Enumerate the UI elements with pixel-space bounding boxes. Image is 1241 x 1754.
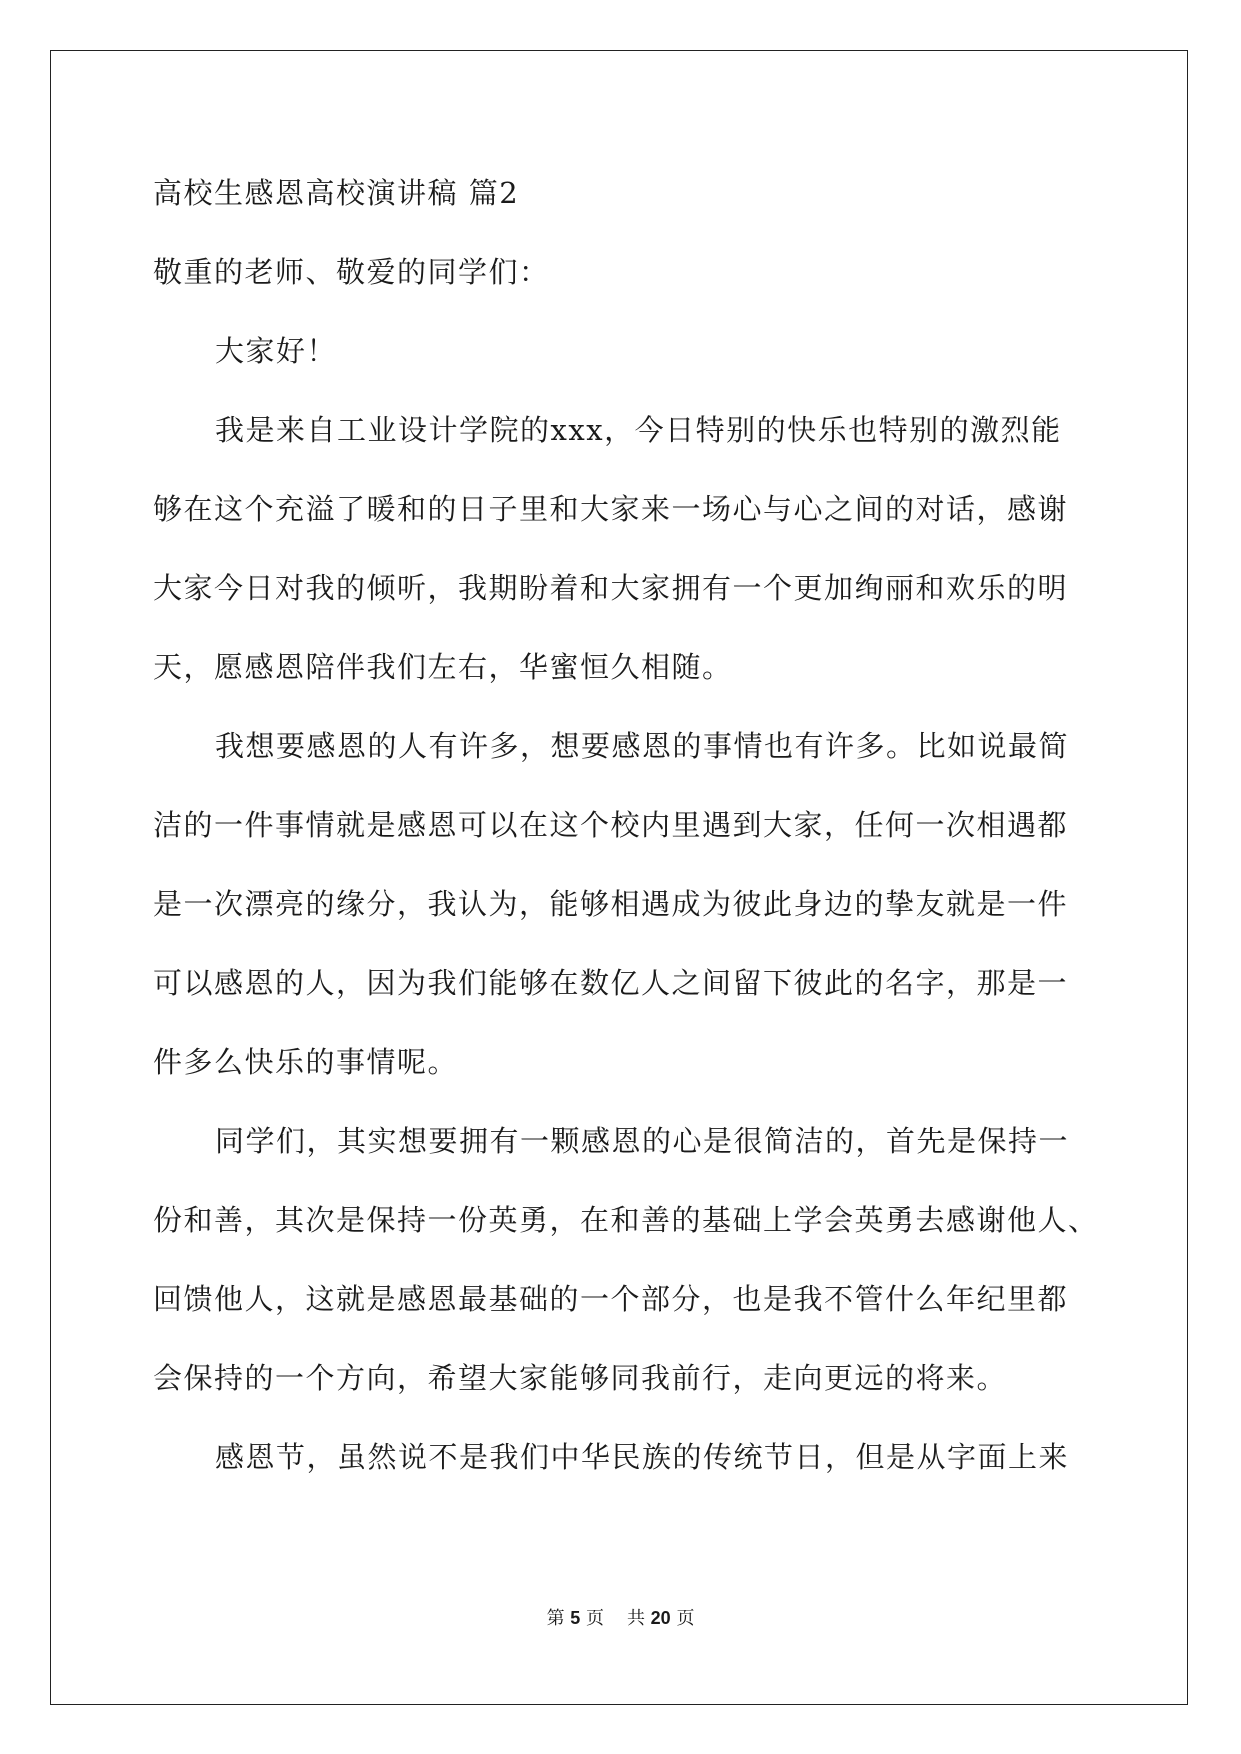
paragraph-1-line-3: 大家今日对我的倾听，我期盼着和大家拥有一个更加绚丽和欢乐的明 (153, 571, 1069, 605)
paragraph-4-line-1: 感恩节，虽然说不是我们中华民族的传统节日，但是从字面上来 (215, 1440, 1070, 1474)
paragraph-2-line-3: 是一次漂亮的缘分，我认为，能够相遇成为彼此身边的挚友就是一件 (153, 887, 1069, 921)
document-title: 高校生感恩高校演讲稿 篇2 (153, 176, 520, 210)
paragraph-1-line-2: 够在这个充溢了暖和的日子里和大家来一场心与心之间的对话，感谢 (153, 492, 1069, 526)
paragraph-1-line-4: 天，愿感恩陪伴我们左右，华蜜恒久相随。 (153, 650, 733, 684)
paragraph-2-line-1: 我想要感恩的人有许多，想要感恩的事情也有许多。比如说最简 (215, 729, 1070, 763)
total-pages-number: 20 (650, 1608, 671, 1628)
paragraph-3-line-4: 会保持的一个方向，希望大家能够同我前行，走向更远的将来。 (153, 1361, 1008, 1395)
current-page-number: 5 (570, 1608, 581, 1628)
document-body (153, 168, 1099, 1511)
greeting: 大家好！ (215, 334, 338, 368)
footer-total-suffix: 页 (676, 1608, 695, 1629)
paragraph-2-line-5: 件多么快乐的事情呢。 (153, 1045, 459, 1079)
page-footer (0, 1604, 1241, 1630)
footer-total-prefix: 共 (626, 1608, 645, 1629)
paragraph-2-line-4: 可以感恩的人，因为我们能够在数亿人之间留下彼此的名字，那是一 (153, 966, 1069, 1000)
paragraph-1-line-1: 我是来自工业设计学院的xxx，今日特别的快乐也特别的激烈能 (215, 413, 1062, 447)
salutation: 敬重的老师、敬爱的同学们： (153, 255, 550, 289)
footer-prefix: 第 (546, 1608, 565, 1629)
paragraph-3-line-2: 份和善，其次是保持一份英勇，在和善的基础上学会英勇去感谢他人、 (153, 1203, 1099, 1237)
paragraph-3-line-1: 同学们，其实想要拥有一颗感恩的心是很简洁的，首先是保持一 (215, 1124, 1070, 1158)
paragraph-2-line-2: 洁的一件事情就是感恩可以在这个校内里遇到大家，任何一次相遇都 (153, 808, 1069, 842)
paragraph-3-line-3: 回馈他人，这就是感恩最基础的一个部分，也是我不管什么年纪里都 (153, 1282, 1069, 1316)
footer-page-suffix: 页 (586, 1608, 605, 1629)
